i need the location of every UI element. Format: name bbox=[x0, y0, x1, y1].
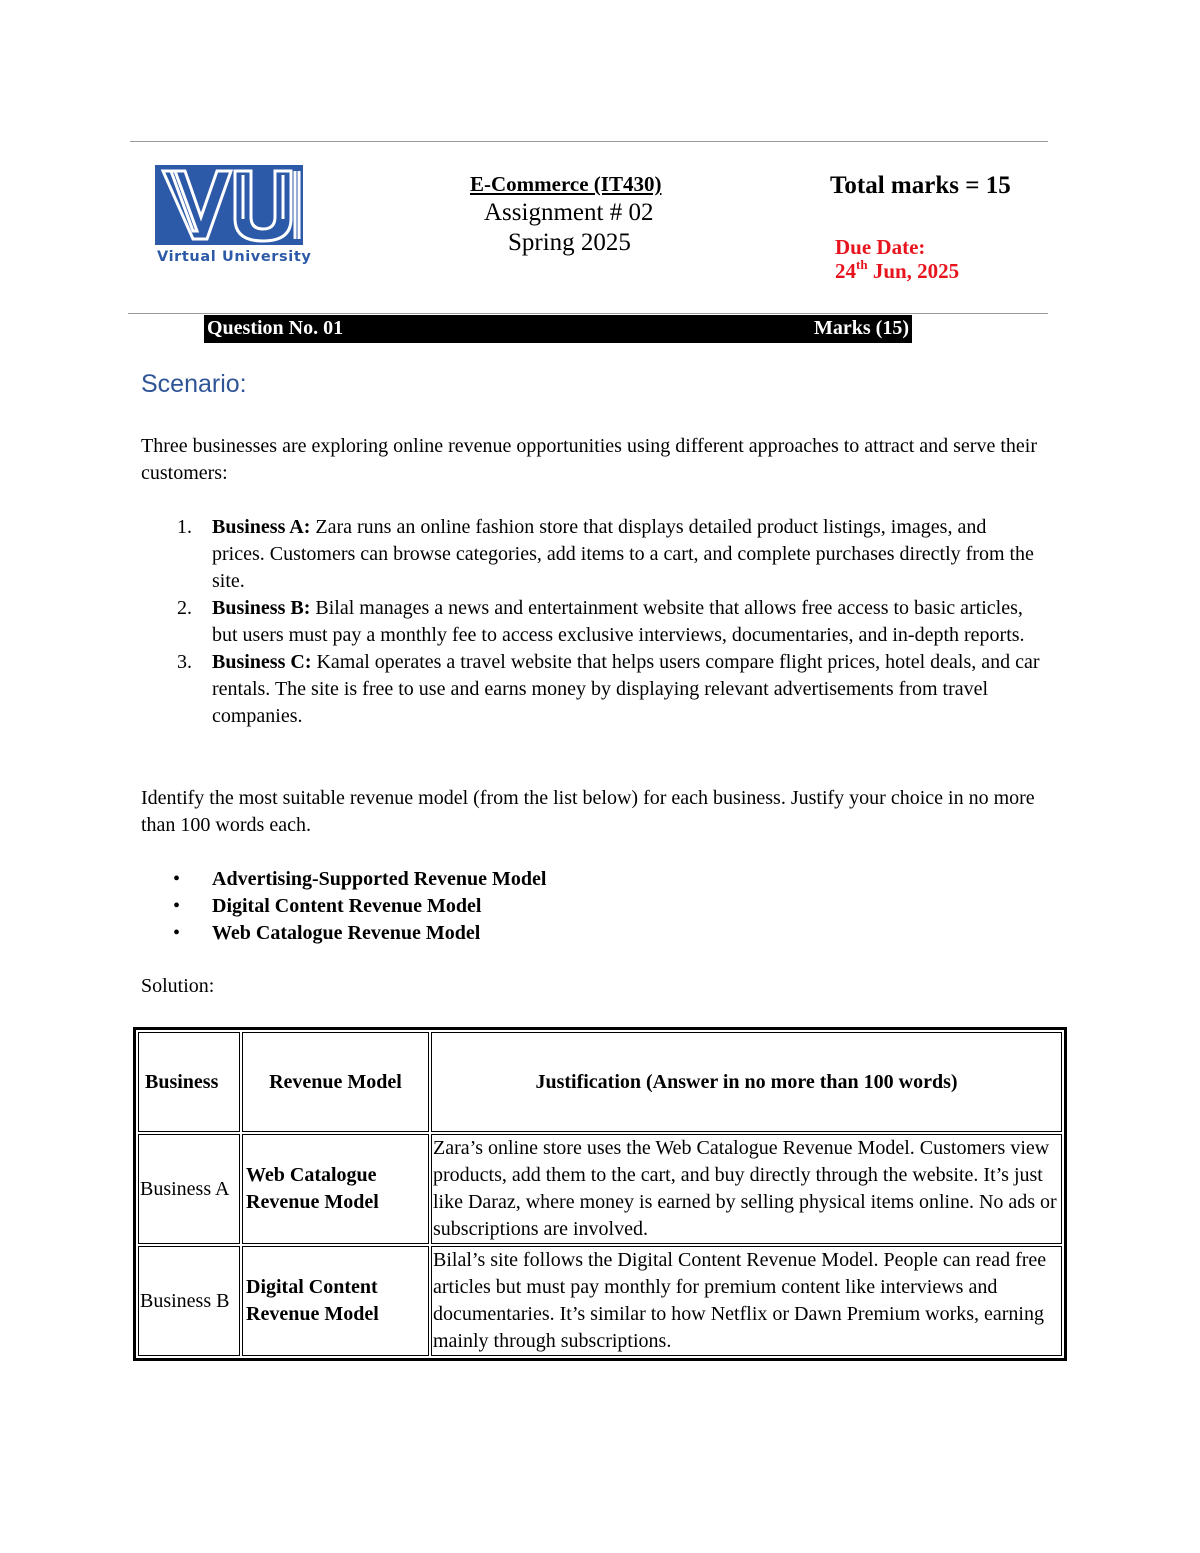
table-row bbox=[138, 1246, 1062, 1356]
due-day-suffix: th bbox=[856, 257, 868, 272]
cell-revenue-model: Digital Content Revenue Model bbox=[242, 1246, 429, 1356]
due-month-year: Jun, 2025 bbox=[867, 259, 960, 283]
column-header-justification: Justification (Answer in no more than 100 words) bbox=[431, 1032, 1062, 1132]
list-item bbox=[141, 649, 1041, 730]
list-item bbox=[141, 893, 546, 920]
university-logo bbox=[155, 165, 312, 270]
question-marks: Marks (15) bbox=[814, 317, 909, 339]
business-description: Zara runs an online fashion store that displays detailed product listings, images, and prices. Customers can browse categories, add items to a cart, and complete purchases directly from the site. bbox=[212, 516, 1034, 592]
bullet-icon: • bbox=[173, 922, 181, 944]
business-label: Business A: bbox=[212, 516, 311, 538]
column-header-business: Business bbox=[138, 1032, 240, 1132]
vu-logo-letters bbox=[155, 165, 303, 245]
course-title: E-Commerce (IT430) bbox=[470, 172, 662, 196]
list-item bbox=[141, 514, 1041, 595]
business-description: Kamal operates a travel website that helps users compare flight prices, hotel deals, and car rentals. The site is free to use and earns money by displaying relevant advertisements from travel companies. bbox=[212, 651, 1040, 727]
business-label: Business B: bbox=[212, 597, 311, 619]
logo-wordmark: Virtual University bbox=[157, 249, 312, 265]
model-name: Digital Content Revenue Model bbox=[212, 895, 482, 917]
table-header-row bbox=[138, 1032, 1062, 1132]
list-number: 3. bbox=[177, 651, 192, 673]
bullet-icon: • bbox=[173, 895, 181, 917]
due-date-label: Due Date: bbox=[835, 235, 926, 259]
total-marks: Total marks = 15 bbox=[830, 172, 1011, 199]
solution-table bbox=[133, 1027, 1067, 1361]
solution-label: Solution: bbox=[141, 975, 215, 997]
task-instruction: Identify the most suitable revenue model (from the list below) for each business. Justify your choice in no more than 100 words each. bbox=[141, 787, 1035, 836]
question-title: Question No. 01 bbox=[207, 317, 344, 339]
cell-justification: Zara’s online store uses the Web Catalogue Revenue Model. Customers view products, add them to the cart, and buy directly through the website. It’s just like Daraz, where money is earned by selling physical items online. No ads or subscriptions are involved. bbox=[431, 1134, 1062, 1244]
due-date-value bbox=[835, 259, 959, 284]
due-day: 24 bbox=[835, 259, 856, 283]
assignment-number: Assignment # 02 bbox=[484, 199, 654, 226]
vu-logo-mark bbox=[155, 165, 303, 245]
cell-revenue-model: Web Catalogue Revenue Model bbox=[242, 1134, 429, 1244]
list-item bbox=[141, 595, 1041, 649]
revenue-model-list bbox=[141, 866, 546, 947]
cell-business: Business A bbox=[138, 1134, 240, 1244]
business-label: Business C: bbox=[212, 651, 312, 673]
question-bar bbox=[204, 315, 912, 343]
business-description: Bilal manages a news and entertainment website that allows free access to basic articles, but users must pay a monthly fee to access exclusive interviews, documentaries, and in-depth reports. bbox=[212, 597, 1025, 646]
cell-business: Business B bbox=[138, 1246, 240, 1356]
list-number: 1. bbox=[177, 516, 192, 538]
list-number: 2. bbox=[177, 597, 192, 619]
term: Spring 2025 bbox=[508, 229, 631, 256]
header-top-rule bbox=[130, 141, 1048, 142]
scenario-intro: Three businesses are exploring online revenue opportunities using different approaches to attract and serve their customers: bbox=[141, 435, 1037, 484]
list-item bbox=[141, 920, 546, 947]
model-name: Web Catalogue Revenue Model bbox=[212, 922, 481, 944]
cell-justification: Bilal’s site follows the Digital Content Revenue Model. People can read free articles but must pay monthly for premium content like interviews and documentaries. It’s similar to how Netflix or Dawn Premium works, earning mainly through subscriptions. bbox=[431, 1246, 1062, 1356]
business-list bbox=[141, 514, 1041, 730]
model-name: Advertising-Supported Revenue Model bbox=[212, 868, 547, 890]
scenario-heading: Scenario: bbox=[141, 370, 247, 398]
column-header-revenue-model: Revenue Model bbox=[242, 1032, 429, 1132]
header-bottom-rule bbox=[128, 313, 1048, 314]
list-item bbox=[141, 866, 546, 893]
bullet-icon: • bbox=[173, 868, 181, 890]
table-row bbox=[138, 1134, 1062, 1244]
